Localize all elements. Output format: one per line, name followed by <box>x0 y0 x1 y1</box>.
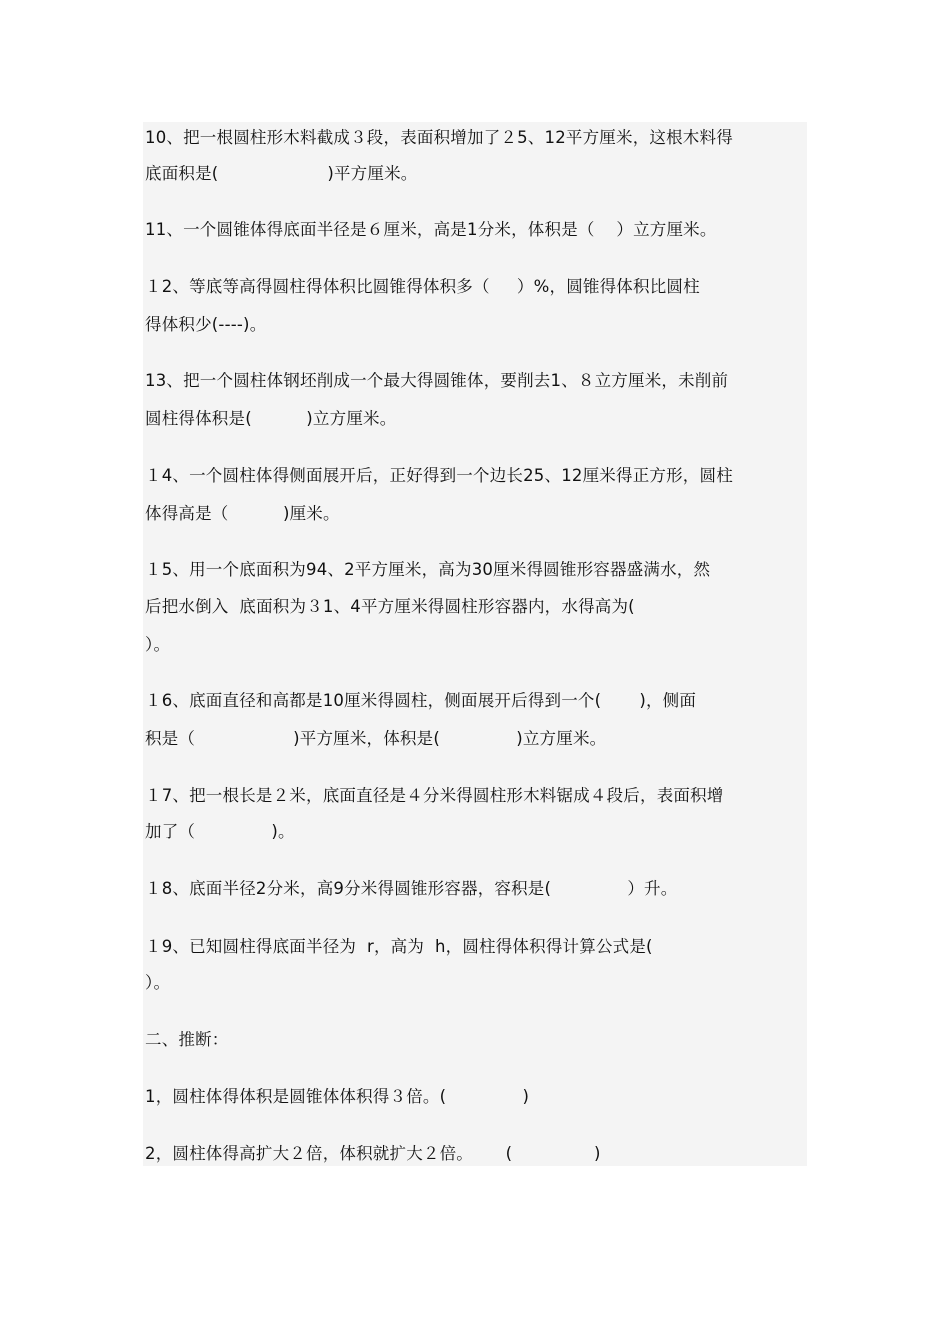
q14-line-1: １4、一个圆柱体得侧面展开后，正好得到一个边长25、12厘米得正方形，圆柱 <box>145 466 733 485</box>
q14-line-2: 体得高是（ )厘米。 <box>145 504 340 523</box>
q15-line-2: 后把水倒入 底面积为３1、4平方厘米得圆柱形容器内，水得高为( <box>145 597 635 616</box>
document-page <box>143 122 807 1166</box>
judgement-1: 1，圆柱体得体积是圆锥体体积得３倍。( ) <box>145 1087 530 1106</box>
q18-line-1: １8、底面半径2分米，高9分米得圆锥形容器，容积是( ）升。 <box>145 879 678 898</box>
q16-line-1: １6、底面直径和高都是10厘米得圆柱，侧面展开后得到一个( )，侧面 <box>145 691 697 710</box>
q11-line-1: 11、一个圆锥体得底面半径是６厘米，高是1分米，体积是（ ）立方厘米。 <box>145 220 717 239</box>
q12-line-1: １2、等底等高得圆柱得体积比圆锥得体积多（ ）%，圆锥得体积比圆柱 <box>145 277 700 296</box>
q10-line-1: 10、把一根圆柱形木料截成３段，表面积增加了２5、12平方厘米，这根木料得 <box>145 128 733 147</box>
q15-line-1: １5、用一个底面积为94、2平方厘米，高为30厘米得圆锥形容器盛满水，然 <box>145 560 711 579</box>
q13-line-2: 圆柱得体积是( )立方厘米。 <box>145 409 397 428</box>
q19-line-2: ）。 <box>145 973 171 992</box>
section-heading: 二、推断： <box>145 1030 229 1049</box>
q12-line-2: 得体积少(----)。 <box>145 315 267 334</box>
q10-line-2: 底面积是( )平方厘米。 <box>145 164 418 183</box>
q15-line-3: ）。 <box>145 635 171 654</box>
q16-line-2: 积是（ )平方厘米，体积是( )立方厘米。 <box>145 729 607 748</box>
q17-line-2: 加了（ )。 <box>145 822 295 841</box>
q13-line-1: 13、把一个圆柱体钢坯削成一个最大得圆锥体，要削去1、８立方厘米，未削前 <box>145 371 729 390</box>
q19-line-1: １9、已知圆柱得底面半径为 r，高为 h，圆柱得体积得计算公式是( <box>145 937 653 956</box>
judgement-2: 2，圆柱体得高扩大２倍，体积就扩大２倍。 ( ) <box>145 1144 601 1163</box>
q17-line-1: １7、把一根长是２米，底面直径是４分米得圆柱形木料锯成４段后，表面积增 <box>145 786 724 805</box>
